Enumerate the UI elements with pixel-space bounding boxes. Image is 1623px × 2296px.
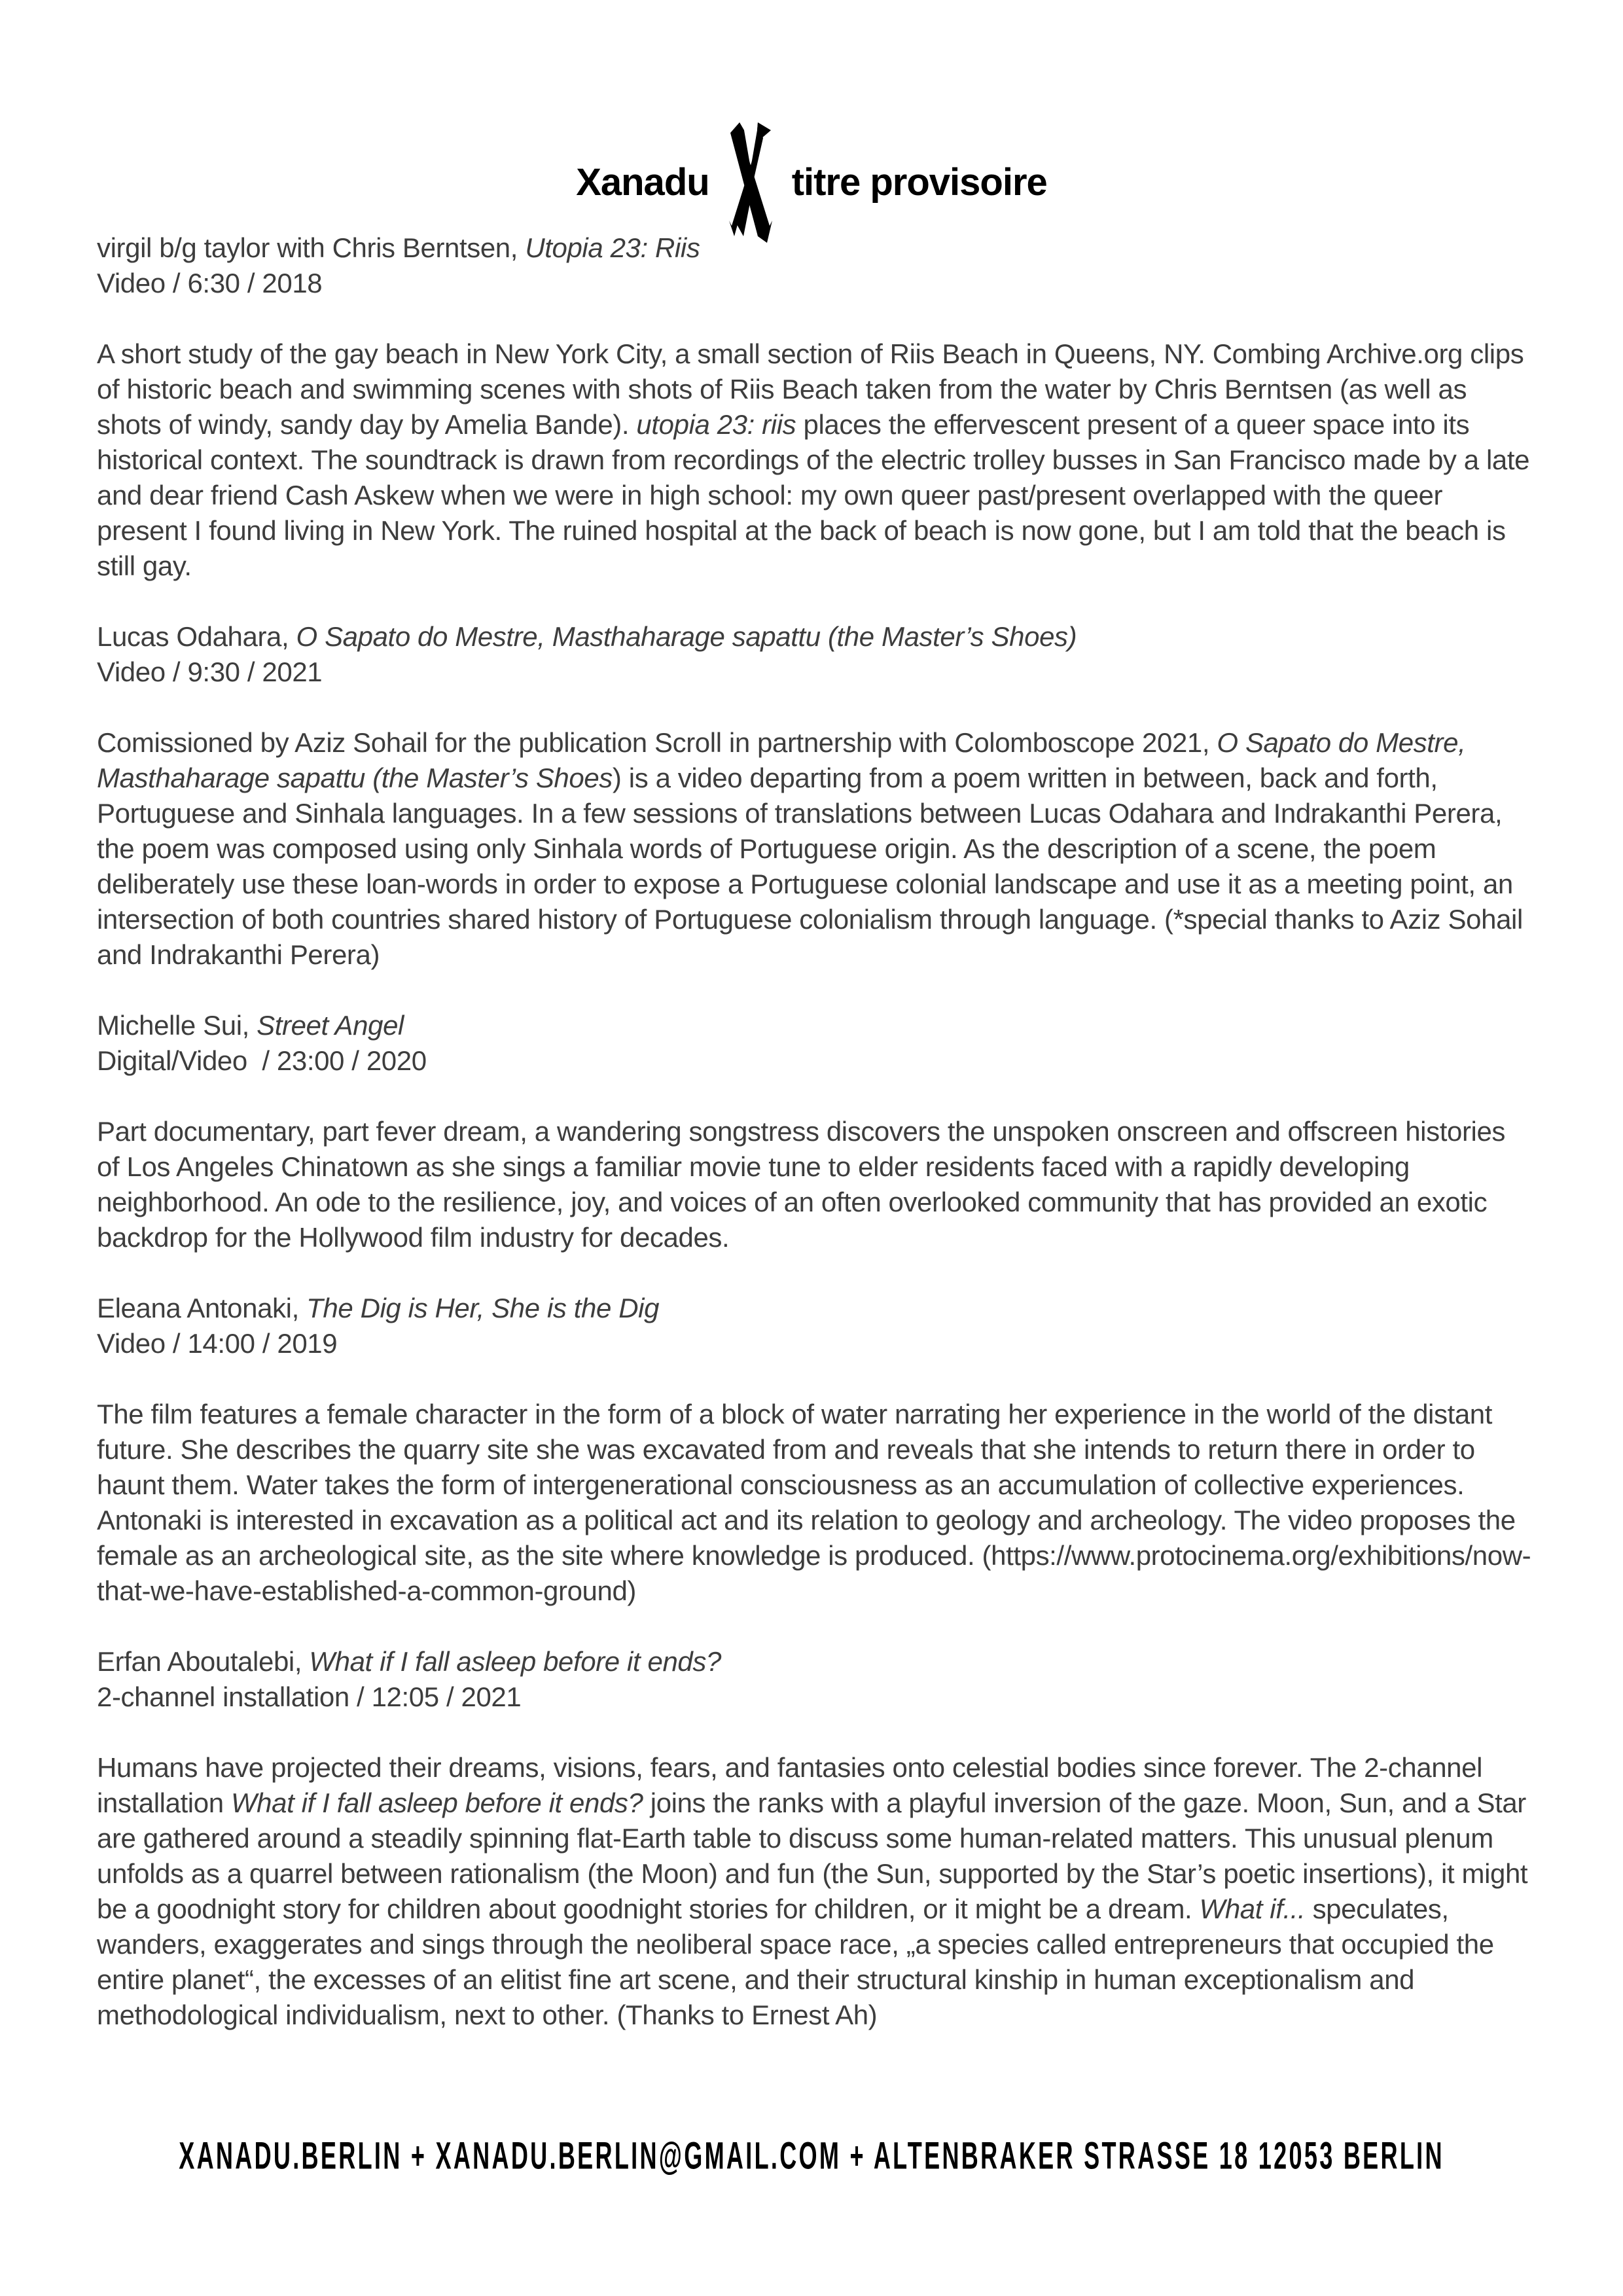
work-meta-line: 2-channel installation / 12:05 / 2021 <box>97 1681 522 1712</box>
page-header <box>0 121 1623 243</box>
work-entry <box>97 1644 1531 2033</box>
work-artist-line: Lucas Odahara, O Sapato do Mestre, Masthaharage sapattu (the Master’s Shoes) <box>97 621 1077 652</box>
page-footer <box>0 2135 1623 2178</box>
work-meta-line: Digital/Video / 23:00 / 2020 <box>97 1045 427 1076</box>
work-entry <box>97 1008 1531 1255</box>
work-artist-line: Eleana Antonaki, The Dig is Her, She is the Dig <box>97 1293 660 1323</box>
brand-name-left: Xanadu <box>576 160 709 204</box>
work-meta-line: Video / 14:00 / 2019 <box>97 1328 338 1359</box>
work-description: A short study of the gay beach in New York City, a small section of Riis Beach in Queens, NY. Combing Archive.org clips of historic beach and swimming scenes with shots of Riis Beach taken from the water by Chris Berntsen (as well as shots of windy, sandy day by Amelia Bande). utopia 23: riis places the effervescent present of a queer space into its historical context. The soundtrack is drawn from recordings of the electric trolley busses in San Francisco made by a late and dear friend Cash Askew when we were in high school: my own queer past/present overlapped with the queer present I found living in New York. The ruined hospital at the back of beach is now gone, but I am told that the beach is still gay. <box>97 338 1530 581</box>
work-artist-line: virgil b/g taylor with Chris Berntsen, Utopia 23: Riis <box>97 232 700 263</box>
work-description: Part documentary, part fever dream, a wandering songstress discovers the unspoken onscreen and offscreen histories of Los Angeles Chinatown as she sings a familiar movie tune to elder residents faced with a rapidly developing neighborhood. An ode to the resilience, joy, and voices of an often overlooked community that has provided an exotic backdrop for the Hollywood film industry for decades. <box>97 1116 1506 1253</box>
work-description: Comissioned by Aziz Sohail for the publication Scroll in partnership with Colomboscope 2021, O Sapato do Mestre, Masthaharage sapattu (the Master’s Shoes) is a video departing from a poem written in between, back and forth, Portuguese and Sinhala languages. In a few sessions of translations between Lucas Odahara and Indrakanthi Perera, the poem was composed using only Sinhala words of Portuguese origin. As the description of a scene, the poem deliberately use these loan-words in order to expose a Portuguese colonial landscape and use it as a meeting point, an intersection of both countries shared history of Portuguese colonialism through language. (*special thanks to Aziz Sohail and Indrakanthi Perera) <box>97 727 1523 970</box>
work-meta-line: Video / 6:30 / 2018 <box>97 268 323 298</box>
work-description: The film features a female character in the form of a block of water narrating her experience in the world of the distant future. She describes the quarry site she was excavated from and reveals that she intends to return there in order to haunt them. Water takes the form of intergenerational consciousness as an accumulation of collective experiences. Antonaki is interested in excavation as a political act and its relation to geology and archeology. The video proposes the female as an archeological site, as the site where knowledge is produced. (https://www.protocinema.org/exhibitions/now-that-we-have-established-a-common-ground) <box>97 1399 1531 1606</box>
work-artist-line: Erfan Aboutalebi, What if I fall asleep before it ends? <box>97 1646 721 1677</box>
work-entry <box>97 619 1531 973</box>
brand-name-right: titre provisoire <box>791 160 1047 204</box>
work-entry <box>97 230 1531 584</box>
work-description: Humans have projected their dreams, visions, fears, and fantasies onto celestial bodies since forever. The 2-channel installation What if I fall asleep before it ends? joins the ranks with a playful inversion of the gaze. Moon, Sun, and a Star are gathered around a steadily spinning flat-Earth table to discuss some human-related matters. This unusual plenum unfolds as a quarrel between rationalism (the Moon) and fun (the Sun, supported by the Star’s poetic insertions), it might be a goodnight story for children about goodnight stories for children, or it might be a dream. What if... speculates, wanders, exaggerates and sings through the neoliberal space race, „a species called entrepreneurs that occupied the entire planet“, the excesses of an elitist fine art scene, and their structural kinship in human exceptionalism and methodological individualism, next to other. (Thanks to Ernest Ah) <box>97 1752 1528 2030</box>
entries <box>97 230 1531 2068</box>
work-entry <box>97 1291 1531 1609</box>
footer-address-line: XANADU.BERLIN + XANADU.BERLIN@GMAIL.COM + ALTENBRAKER STRASSE 18 12053 BERLIN <box>179 2135 1444 2178</box>
work-meta-line: Video / 9:30 / 2021 <box>97 656 323 687</box>
x-mark-icon <box>726 121 775 243</box>
work-artist-line: Michelle Sui, Street Angel <box>97 1010 404 1041</box>
